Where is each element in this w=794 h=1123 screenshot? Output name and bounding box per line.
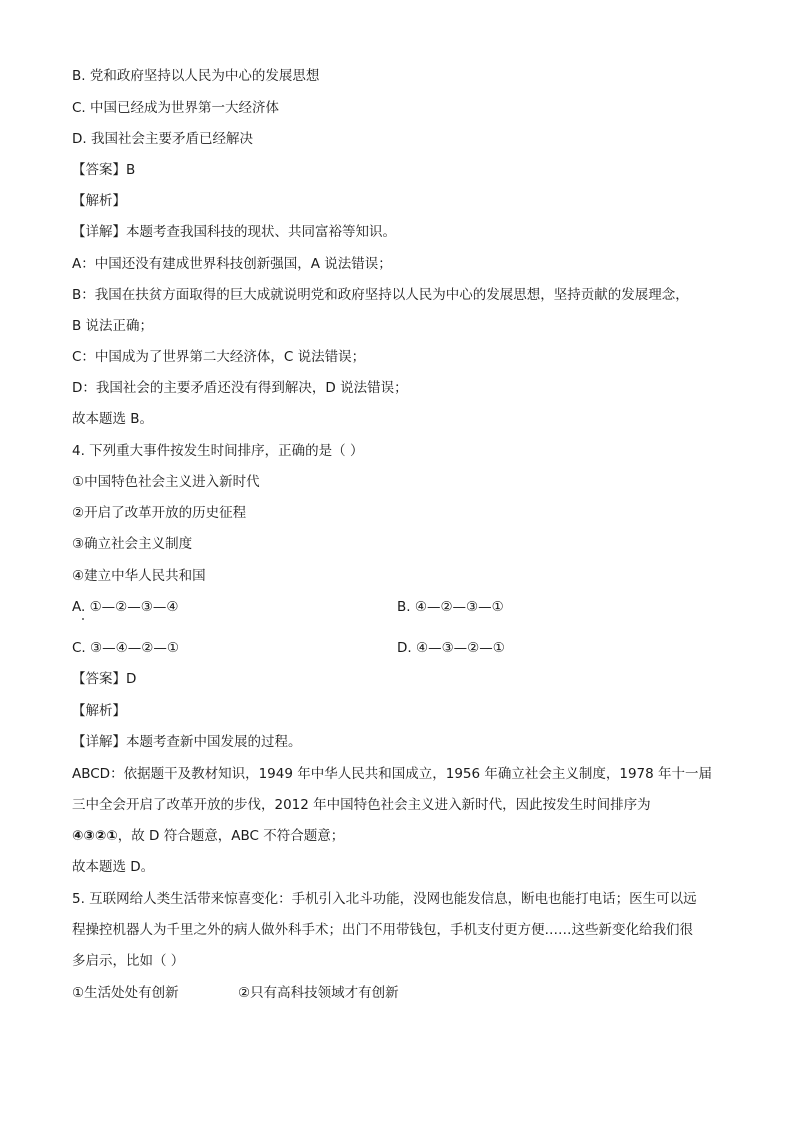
explain-b: B：我国在扶贫方面取得的巨大成就说明党和政府坚持以人民为中心的发展思想，坚持贡献的发展理念， [72,287,689,303]
explain-b-cont: B 说法正确； [72,318,154,334]
answer-label-3: 【答案】B [72,162,136,178]
analysis-label-3: 【解析】 [72,193,126,209]
detail-line-4: 【详解】本题考查新中国发展的过程。 [72,734,302,750]
conclusion-3: 故本题选 B。 [72,411,154,427]
event-2: ②开启了改革开放的历史征程 [72,505,247,521]
question-5-line-2: 程操控机器人为千里之外的病人做外科手术；出门不用带钱包，手机支付更方便……这些新变化给我们很 [72,922,693,938]
detail-line-3: 【详解】本题考查我国科技的现状、共同富裕等知识。 [72,224,396,240]
explain-a: A：中国还没有建成世界科技创新强国，A 说法错误； [72,256,392,272]
q5-statement-2: ②只有高科技领域才有创新 [238,985,399,1001]
question-5-line-3: 多启示，比如（ ） [72,953,185,969]
order-sequence: ④③②① [72,828,118,844]
event-3: ③确立社会主义制度 [72,536,193,552]
event-1: ①中国特色社会主义进入新时代 [72,474,260,490]
question-5-line-1: 5. 互联网给人类生活带来惊喜变化：手机引入北斗功能，没网也能发信息，断电也能打电话；医生可以远 [72,891,697,907]
order-conclusion: ，故 D 符合题意，ABC 不符合题意； [117,828,345,844]
q5-statement-1: ①生活处处有创新 [72,985,179,1001]
stray-mark [82,618,84,620]
q4-option-d: D. ④—③—②—① [397,640,505,656]
option-c-line: C. 中国已经成为世界第一大经济体 [72,100,280,116]
conclusion-4: 故本题选 D。 [72,859,155,875]
q4-option-a: A. ①—②—③—④ [72,599,179,615]
option-b-line: B. 党和政府坚持以人民为中心的发展思想 [72,68,320,84]
q4-option-b: B. ④—②—③—① [397,599,504,615]
q4-option-c: C. ③—④—②—① [72,640,179,656]
question-4: 4. 下列重大事件按发生时间排序，正确的是（ ） [72,443,364,459]
event-4: ④建立中华人民共和国 [72,568,206,584]
analysis-label-4: 【解析】 [72,703,126,719]
option-d-line: D. 我国社会主要矛盾已经解决 [72,131,253,147]
explain-4-line-3 [72,826,344,846]
answer-label-4: 【答案】D [72,671,137,687]
explain-4-line-1: ABCD：依据题干及教材知识，1949 年中华人民共和国成立，1956 年确立社会主义制度，1978 年十一届 [72,766,713,782]
explain-c: C：中国成为了世界第二大经济体，C 说法错误； [72,349,366,365]
explain-4-line-2: 三中全会开启了改革开放的步伐，2012 年中国特色社会主义进入新时代，因此按发生时间排序为 [72,797,651,813]
explain-d: D：我国社会的主要矛盾还没有得到解决，D 说法错误； [72,380,408,396]
